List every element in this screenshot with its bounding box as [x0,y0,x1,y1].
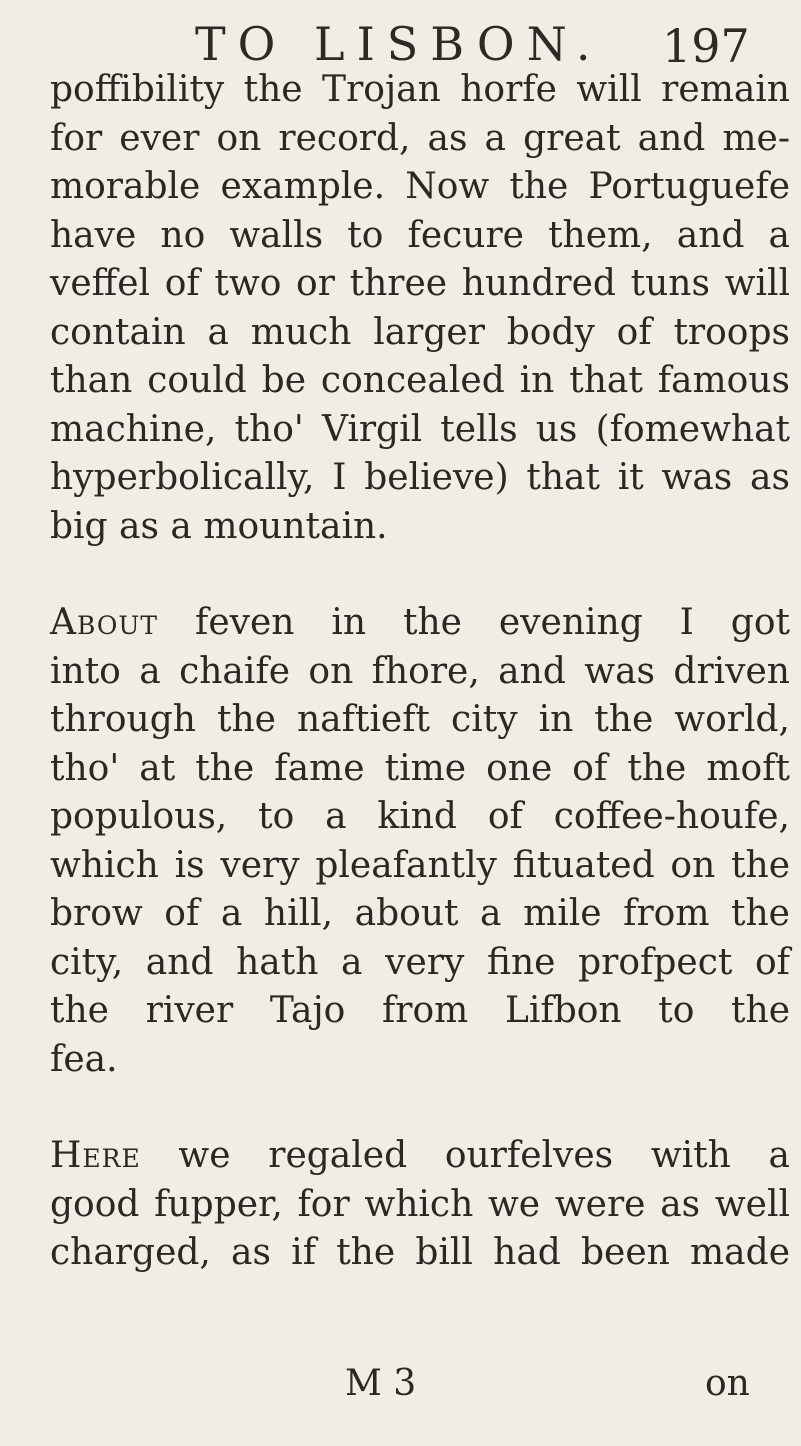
text-line: morable example. Now the Portuguefe [50,166,790,207]
text-line: which is very pleafantly fituated on the [50,844,790,886]
text-line: for ever on record, as a great and me- [50,117,790,159]
text-line: charged, as if the bill had been made [50,1232,790,1273]
body-text [50,66,790,1278]
lead-rest: feven in the evening I got [158,602,790,643]
text-line: the river Tajo from Lifbon to the [50,990,790,1031]
text-line: big as a mountain. [50,505,388,547]
text-line: have no walls to fecure them, and a [50,214,790,256]
lead-word: About [50,602,159,643]
text-line: fea. [50,1038,118,1080]
lead-word: Here [50,1135,141,1176]
page-footer [0,1360,801,1410]
paragraph-2 [50,599,790,1084]
text-line: populous, to a kind of coffee-houfe, [50,796,790,837]
text-line: into a chaife on fhore, and was driven [50,650,790,692]
text-line-lead [50,599,790,648]
lead-rest: we regaled ourfelves with a [140,1135,790,1176]
paragraph-1 [50,66,790,551]
text-line: machine, tho' Virgil tells us (fomewhat [50,408,790,450]
text-line: through the naftieft city in the world, [50,699,790,740]
catchword: on [705,1363,750,1404]
text-line: tho' at the fame time one of the moft [50,747,790,789]
text-line: good fupper, for which we were as well [50,1183,790,1225]
text-line: contain a much larger body of troops [50,311,790,353]
text-line: than could be concealed in that famous [50,360,790,401]
paragraph-3 [50,1132,790,1278]
running-head [0,14,801,74]
text-line: veffel of two or three hundred tuns will [50,263,790,304]
text-line: poffibility the Trojan horfe will remain [50,69,790,110]
text-line: hyperbolically, I believe) that it was as [50,457,790,498]
page-number: 197 [662,19,750,73]
signature-mark: M 3 [345,1363,417,1404]
text-line: city, and hath a very fine profpect of [50,941,790,983]
text-line-lead [50,1132,790,1181]
text-line: brow of a hill, about a mile from the [50,893,790,934]
running-head-title: TO LISBON. [195,17,603,71]
